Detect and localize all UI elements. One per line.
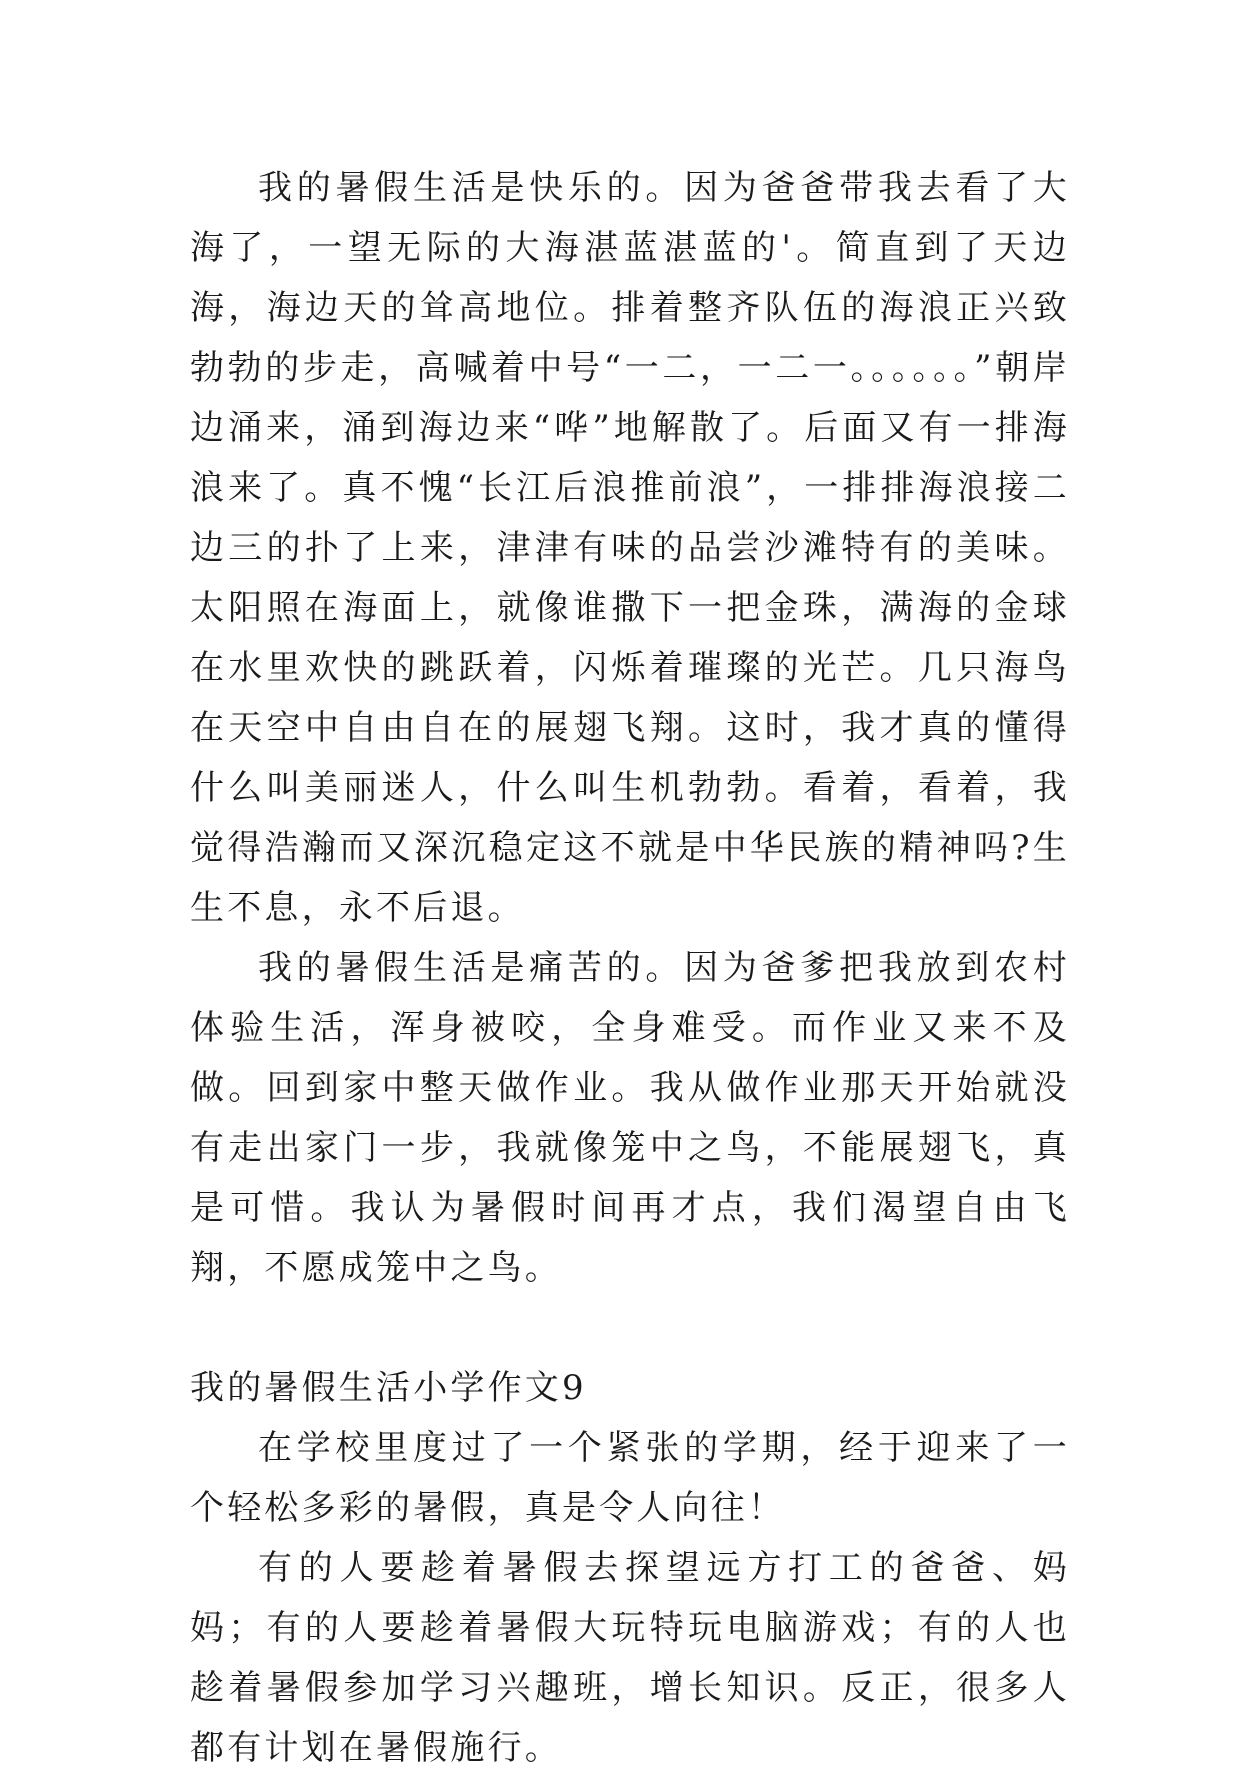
section-title: 我的暑假生活小学作文9: [190, 1368, 587, 1408]
document-body: [190, 158, 1070, 1778]
paragraph-seaside: 我的暑假生活是快乐的。因为爸爸带我去看了大海了，一望无际的大海湛蓝湛蓝的'。简直到了天边海，海边天的耸高地位。排着整齐队伍的海浪正兴致勃勃的步走，高喊着中号“一二，一二一。。。。。。”朝岸边涌来，涌到海边来“哗”地解散了。后面又有一排海浪来了。真不愧“长江后浪推前浪”，一排排海浪接二边三的扑了上来，津津有味的品尝沙滩特有的美味。太阳照在海面上，就像谁撒下一把金珠，满海的金球在水里欢快的跳跃着，闪烁着璀璨的光芒。几只海鸟在天空中自由自在的展翅飞翔。这时，我才真的懂得什么叫美丽迷人，什么叫生机勃勃。看着，看着，我觉得浩瀚而又深沉稳定这不就是中华民族的精神吗?生生不息，永不后退。: [190, 168, 1070, 928]
paragraph-intro: 在学校里度过了一个紧张的学期，经于迎来了一个轻松多彩的暑假，真是令人向往！: [190, 1428, 1070, 1528]
paragraph-plans: 有的人要趁着暑假去探望远方打工的爸爸、妈妈；有的人要趁着暑假大玩特玩电脑游戏；有的人也趁着暑假参加学习兴趣班，增长知识。反正，很多人都有计划在暑假施行。: [190, 1548, 1070, 1768]
paragraph-countryside: 我的暑假生活是痛苦的。因为爸爹把我放到农村体验生活，浑身被咬，全身难受。而作业又来不及做。回到家中整天做作业。我从做作业那天开始就没有走出家门一步，我就像笼中之鸟，不能展翅飞，真是可惜。我认为暑假时间再才点，我们渴望自由飞翔，不愿成笼中之鸟。: [190, 948, 1070, 1288]
